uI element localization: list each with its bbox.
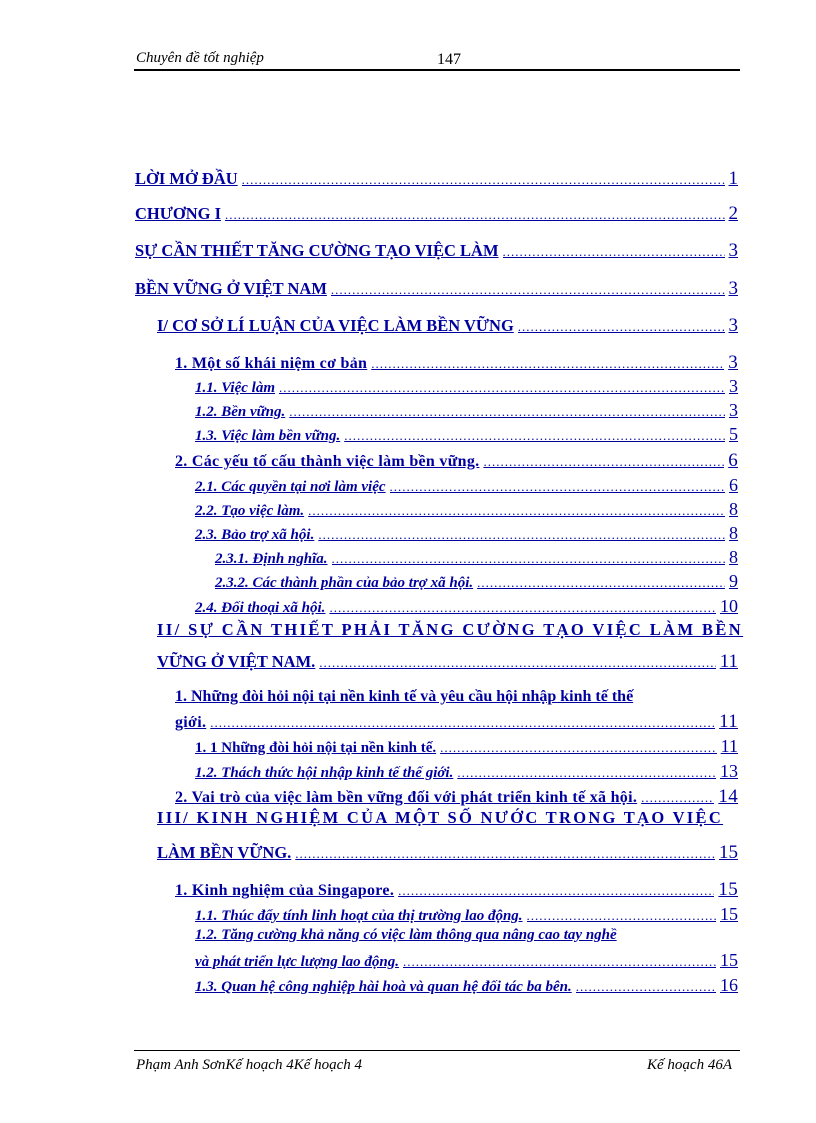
toc-entry-section-3-line1[interactable]: III/ KINH NGHIỆM CỦA MỘT SỐ NƯỚC TRONG TẠO VIỆC [157, 808, 724, 827]
toc-entry-1[interactable]: 1. Một số khái niệm cơ bản ..... 3 [175, 352, 738, 374]
header-title: Chuyên đề tốt nghiệp [136, 50, 264, 66]
toc-entry-ii-1[interactable]: giới. ..... 11 [175, 711, 738, 733]
toc-entry-section-1[interactable]: I/ CƠ SỞ LÍ LUẬN CỦA VIỆC LÀM BỀN VỮNG ..... 3 [157, 315, 738, 337]
footer-rule [134, 1050, 740, 1051]
toc-entry-section-3[interactable]: LÀM BỀN VỮNG. ..... 15 [157, 842, 738, 864]
toc-entry-2-2[interactable]: 2.2. Tạo việc làm. ..... 8 [195, 499, 738, 520]
toc-entry-loi-mo-dau[interactable]: LỜI MỞ ĐẦU ..... 1 [135, 168, 738, 190]
footer-author: Phạm Anh SơnKế hoạch 4Kế hoạch 4 [136, 1057, 363, 1073]
toc-entry-ben-vung[interactable]: BỀN VỮNG Ở VIỆT NAM ..... 3 [135, 278, 738, 300]
toc-entry-ii-1-1[interactable]: 1. 1 Những đòi hỏi nội tại nền kinh tế. ..... 11 [195, 736, 738, 757]
toc-entry-2[interactable]: 2. Các yếu tố cấu thành việc làm bền vững. ..... 6 [175, 450, 738, 472]
toc-entry-iii-1-3[interactable]: 1.3. Quan hệ công nghiệp hài hoà và quan hệ đối tác ba bên. ..... 16 [195, 975, 738, 996]
toc-entry-chuong-1[interactable]: CHƯƠNG I ..... 2 [135, 203, 738, 225]
header-page-number: 147 [437, 51, 461, 68]
toc-entry-su-can-thiet[interactable]: SỰ CẦN THIẾT TĂNG CƯỜNG TẠO VIỆC LÀM ..... 3 [135, 240, 738, 262]
toc-entry-iii-1-2-line1[interactable]: 1.2. Tăng cường khả năng có việc làm thông qua nâng cao tay nghề [195, 927, 617, 943]
toc-entry-iii-1[interactable]: 1. Kinh nghiệm của Singapore. ..... 15 [175, 879, 738, 901]
toc-entry-1-1[interactable]: 1.1. Việc làm ..... 3 [195, 376, 738, 397]
toc-entry-iii-1-1[interactable]: 1.1. Thúc đẩy tính linh hoạt của thị trường lao động. ..... 15 [195, 904, 738, 925]
toc-entry-section-2-line1[interactable]: II/ SỰ CẦN THIẾT PHẢI TĂNG CƯỜNG TẠO VIỆC LÀM BỀN [157, 620, 744, 639]
toc-entry-ii-1-2[interactable]: 1.2. Thách thức hội nhập kinh tế thế giới. ..... 13 [195, 761, 738, 782]
toc-entry-2-3[interactable]: 2.3. Bảo trợ xã hội. ..... 8 [195, 523, 738, 544]
toc-entry-ii-1-line1[interactable]: 1. Những đòi hỏi nội tại nền kinh tế và yêu cầu hội nhập kinh tế thế [175, 688, 634, 705]
toc-entry-1-3[interactable]: 1.3. Việc làm bền vững. ..... 5 [195, 424, 738, 445]
toc-entry-2-4[interactable]: 2.4. Đối thoại xã hội. ..... 10 [195, 596, 738, 617]
toc-entry-2-3-1[interactable]: 2.3.1. Định nghĩa. ..... 8 [215, 547, 738, 568]
page-footer [134, 1050, 740, 1080]
footer-class: Kế hoạch 46A [647, 1057, 732, 1073]
toc-entry-1-2[interactable]: 1.2. Bền vững. ..... 3 [195, 400, 738, 421]
toc-entry-iii-1-2[interactable]: và phát triển lực lượng lao động. ..... 15 [195, 950, 738, 971]
toc-entry-2-1[interactable]: 2.1. Các quyền tại nơi làm việc ..... 6 [195, 475, 738, 496]
toc-entry-section-2[interactable]: VỮNG Ở VIỆT NAM. ..... 11 [157, 651, 738, 673]
toc-entry-ii-2[interactable]: 2. Vai trò của việc làm bền vững đối với phát triển kinh tế xã hội. ..... 14 [175, 786, 738, 808]
toc-entry-2-3-2[interactable]: 2.3.2. Các thành phần của bảo trợ xã hội. ..... 9 [215, 571, 738, 592]
